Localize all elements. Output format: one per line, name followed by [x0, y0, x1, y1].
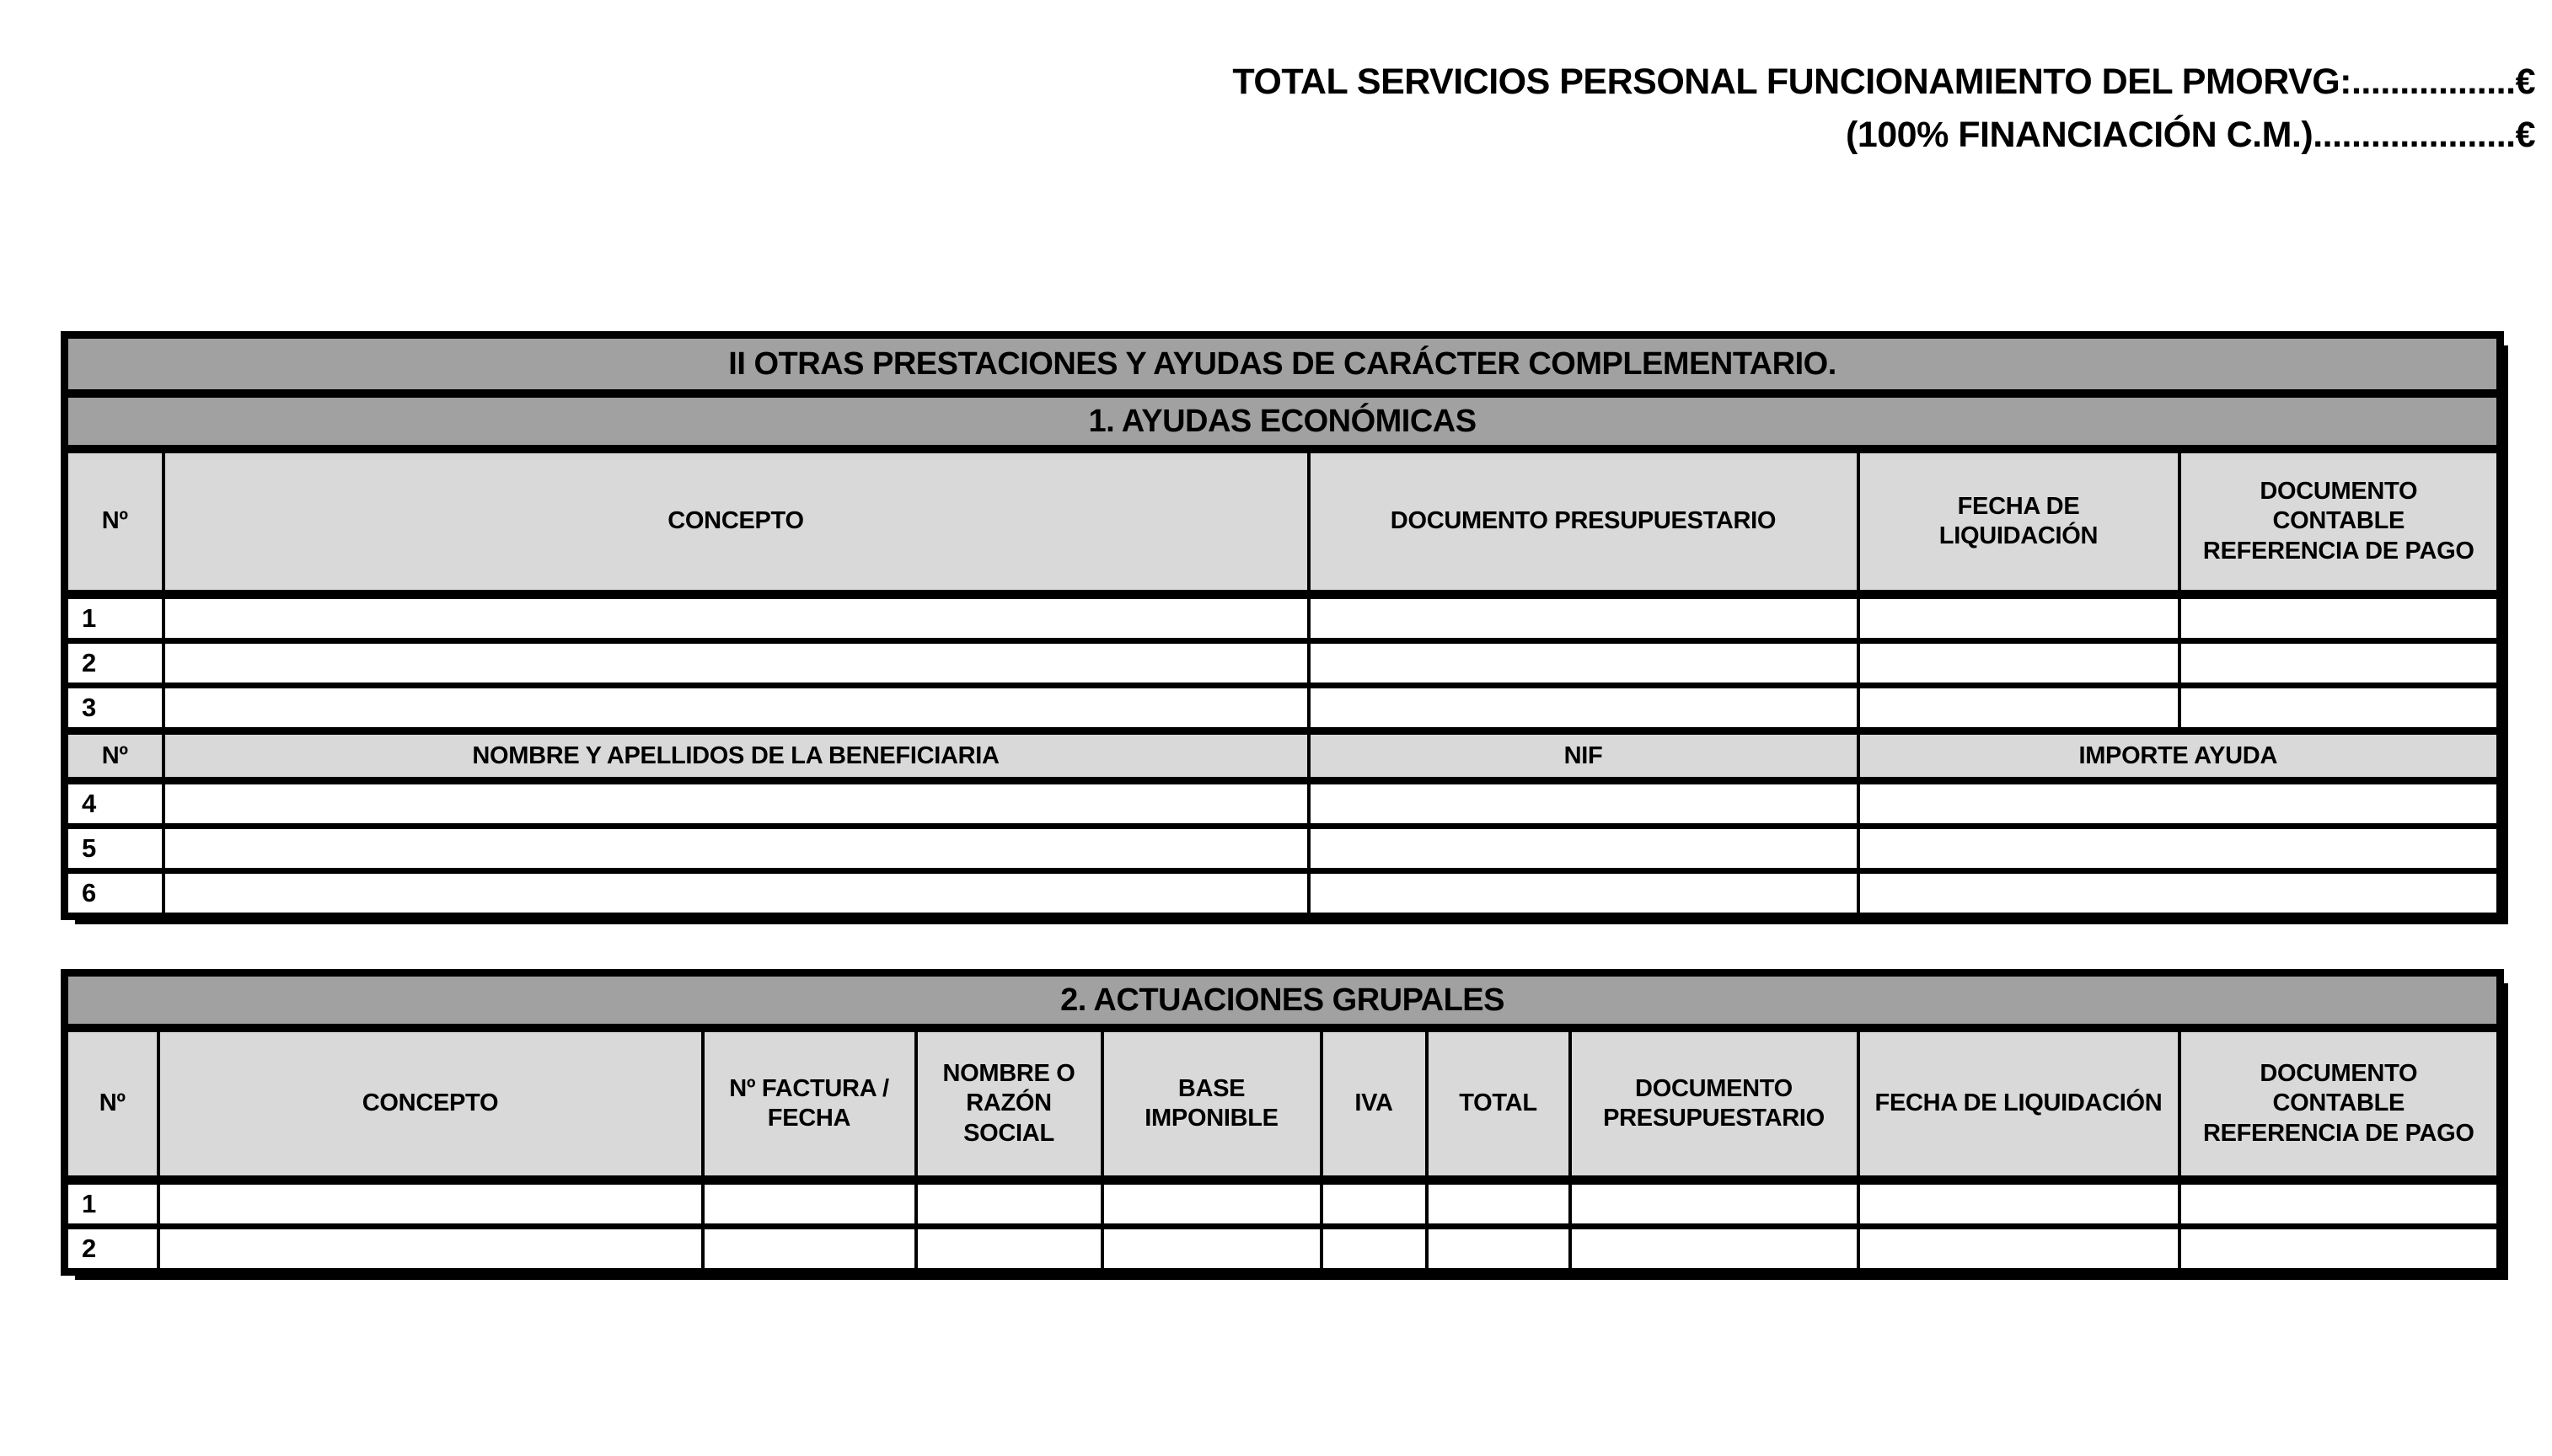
empty-cell — [164, 871, 1309, 917]
empty-cell — [1309, 595, 1858, 641]
total-line-2: (100% FINANCIACIÓN C.M.).....................€ — [1846, 115, 2535, 155]
empty-cell — [916, 1227, 1102, 1272]
empty-cell — [1858, 871, 2501, 917]
empty-cell — [703, 1180, 916, 1227]
empty-cell — [1570, 1227, 1858, 1272]
table-row — [65, 335, 2501, 394]
empty-cell — [1309, 781, 1858, 827]
empty-cell — [1858, 827, 2501, 871]
t1-header-documento-contable: DOCUMENTO CONTABLE REFERENCIA DE PAGO — [2179, 449, 2501, 595]
table-row — [65, 393, 2501, 449]
row-number: 2 — [65, 1227, 158, 1272]
row-number: 5 — [65, 827, 164, 871]
section-title-otras-prestaciones: II OTRAS PRESTACIONES Y AYUDAS DE CARÁCTER COMPLEMENTARIO. — [65, 335, 2501, 394]
empty-cell — [158, 1227, 703, 1272]
empty-cell — [1858, 641, 2179, 686]
empty-cell — [1309, 871, 1858, 917]
row-number: 1 — [65, 1180, 158, 1227]
table-row — [65, 1180, 2501, 1227]
t1-subheader-nif: NIF — [1309, 731, 1858, 781]
t1-header-fecha-liquidacion: FECHA DE LIQUIDACIÓN — [1858, 449, 2179, 595]
empty-cell — [164, 781, 1309, 827]
table-row — [65, 973, 2501, 1029]
empty-cell — [1858, 1227, 2179, 1272]
section-title-actuaciones-grupales: 2. ACTUACIONES GRUPALES — [65, 973, 2501, 1029]
empty-cell — [1858, 686, 2179, 731]
table-actuaciones-grupales — [61, 969, 2504, 1276]
empty-cell — [1322, 1227, 1427, 1272]
empty-cell — [1858, 1180, 2179, 1227]
empty-cell — [703, 1227, 916, 1272]
empty-cell — [1858, 595, 2179, 641]
t2-header-documento-presupuestario: DOCUMENTO PRESUPUESTARIO — [1570, 1028, 1858, 1180]
t2-header-total: TOTAL — [1427, 1028, 1570, 1180]
empty-cell — [164, 595, 1309, 641]
empty-cell — [158, 1180, 703, 1227]
table-row — [65, 1227, 2501, 1272]
t2-header-concepto: CONCEPTO — [158, 1028, 703, 1180]
row-number: 6 — [65, 871, 164, 917]
empty-cell — [1309, 641, 1858, 686]
empty-cell — [1309, 827, 1858, 871]
t1-subheader-importe-ayuda: IMPORTE AYUDA — [1858, 731, 2501, 781]
section-title-ayudas-economicas: 1. AYUDAS ECONÓMICAS — [65, 393, 2501, 449]
row-number: 4 — [65, 781, 164, 827]
row-number: 2 — [65, 641, 164, 686]
table-row — [65, 781, 2501, 827]
t1-header-concepto: CONCEPTO — [164, 449, 1309, 595]
t1-subheader-nombre-beneficiaria: NOMBRE Y APELLIDOS DE LA BENEFICIARIA — [164, 731, 1309, 781]
t2-header-fecha-liquidacion: FECHA DE LIQUIDACIÓN — [1858, 1028, 2179, 1180]
empty-cell — [164, 641, 1309, 686]
empty-cell — [1309, 686, 1858, 731]
empty-cell — [1102, 1180, 1322, 1227]
t2-header-num-factura-fecha: Nº FACTURA / FECHA — [703, 1028, 916, 1180]
empty-cell — [1570, 1180, 1858, 1227]
t2-header-nombre-razon-social: NOMBRE O RAZÓN SOCIAL — [916, 1028, 1102, 1180]
t2-header-documento-contable: DOCUMENTO CONTABLE REFERENCIA DE PAGO — [2179, 1028, 2501, 1180]
table-row — [65, 827, 2501, 871]
empty-cell — [916, 1180, 1102, 1227]
t2-header-num: Nº — [65, 1028, 158, 1180]
t2-header-base-imponible: BASE IMPONIBLE — [1102, 1028, 1322, 1180]
empty-cell — [1427, 1180, 1570, 1227]
table-header-row — [65, 449, 2501, 595]
t1-header-num: Nº — [65, 449, 164, 595]
empty-cell — [2179, 595, 2501, 641]
t2-header-iva: IVA — [1322, 1028, 1427, 1180]
table-row — [65, 595, 2501, 641]
document-title — [1232, 56, 2535, 162]
table-header-row — [65, 1028, 2501, 1180]
empty-cell — [2179, 1227, 2501, 1272]
table-ayudas-economicas — [61, 331, 2504, 920]
table-subheader-row — [65, 731, 2501, 781]
row-number: 1 — [65, 595, 164, 641]
empty-cell — [164, 686, 1309, 731]
empty-cell — [164, 827, 1309, 871]
table-row — [65, 686, 2501, 731]
empty-cell — [1858, 781, 2501, 827]
empty-cell — [2179, 1180, 2501, 1227]
empty-cell — [2179, 641, 2501, 686]
table-row — [65, 641, 2501, 686]
t1-subheader-num: Nº — [65, 731, 164, 781]
empty-cell — [1322, 1180, 1427, 1227]
row-number: 3 — [65, 686, 164, 731]
t1-header-documento-presupuestario: DOCUMENTO PRESUPUESTARIO — [1309, 449, 1858, 595]
table-row — [65, 871, 2501, 917]
empty-cell — [2179, 686, 2501, 731]
empty-cell — [1427, 1227, 1570, 1272]
total-line-1: TOTAL SERVICIOS PERSONAL FUNCIONAMIENTO DEL PMORVG:.................€ — [1232, 62, 2535, 102]
empty-cell — [1102, 1227, 1322, 1272]
